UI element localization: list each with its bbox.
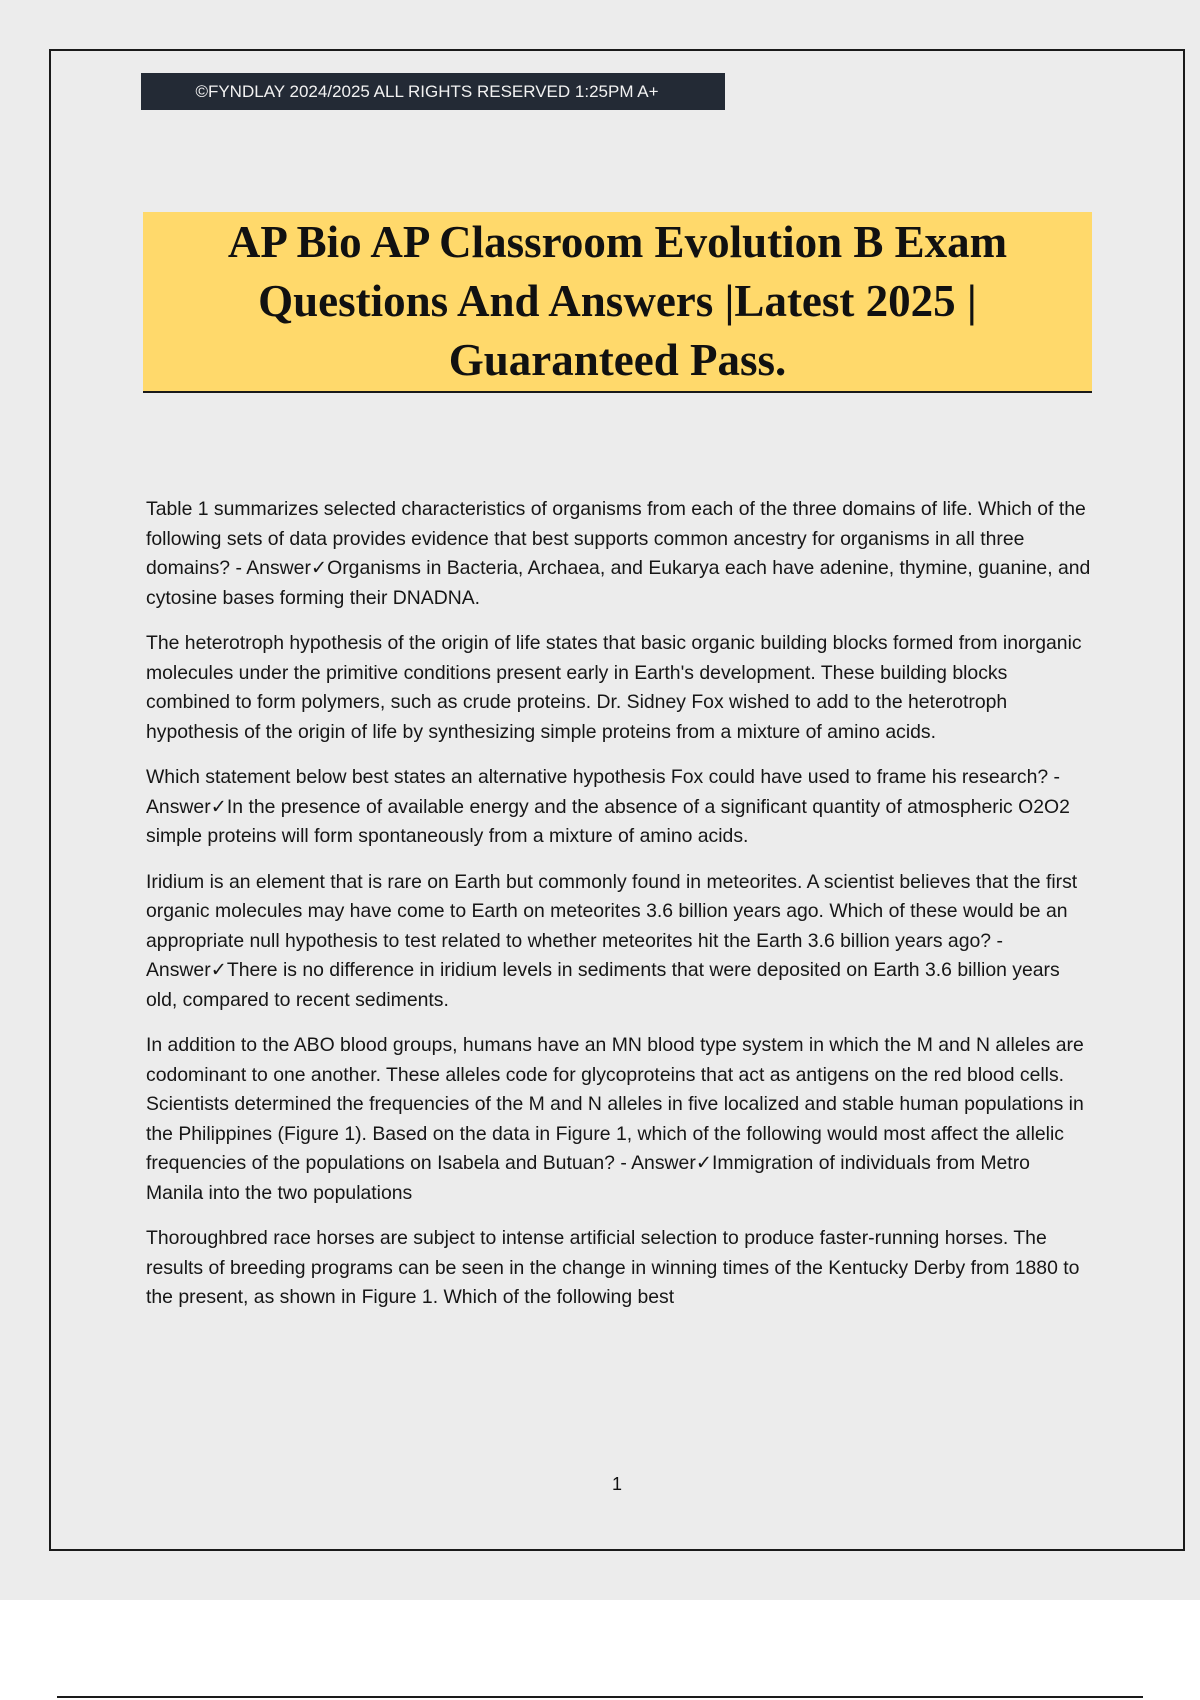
title-banner — [143, 212, 1092, 393]
paragraph: Which statement below best states an alternative hypothesis Fox could have used to frame his research? - Answer✓In the presence of available energy and the absence of a significant quantity of atmospheric O2O2 simple proteins will form spontaneously from a mixture of amino acids. — [146, 766, 1070, 847]
paragraph: In addition to the ABO blood groups, humans have an MN blood type system in which the M and N alleles are codominant to one another. These alleles code for glycoproteins that act as antigens on the red blood cells. Scientists determined the frequencies of the M and N alleles in five localized and stable human populations in the Philippines (Figure 1). Based on the data in Figure 1, which of the following would most affect the allelic frequencies of the populations on Isabela and Butuan? - Answer✓Immigration of individuals from Metro Manila into the two populations — [146, 1034, 1084, 1204]
document-title: AP Bio AP Classroom Evolution B Exam Questions And Answers |Latest 2025 | Guaranteed Pass. — [227, 217, 1008, 385]
document-body — [146, 495, 1091, 1329]
copyright-banner — [141, 73, 725, 110]
copyright-text: ©FYNDLAY 2024/2025 ALL RIGHTS RESERVED 1:25PM A+ — [195, 82, 659, 101]
paragraph: Thoroughbred race horses are subject to intense artificial selection to produce faster-running horses. The results of breeding programs can be seen in the change in winning times of the Kentucky Derby from 1880 to the present, as shown in Figure 1. Which of the following best — [146, 1227, 1080, 1308]
paragraph: Table 1 summarizes selected characteristics of organisms from each of the three domains of life. Which of the following sets of data provides evidence that best supports common ancestry for organisms in all three domains? - Answer✓Organisms in Bacteria, Archaea, and Eukarya each have adenine, thymine, guanine, and cytosine bases forming their DNADNA. — [146, 498, 1091, 609]
page-number: 1 — [611, 1474, 622, 1494]
paragraph: Iridium is an element that is rare on Earth but commonly found in meteorites. A scientist believes that the first organic molecules may have come to Earth on meteorites 3.6 billion years ago. Which of these would be an appropriate null hypothesis to test related to whether meteorites hit the Earth 3.6 billion years ago? - Answer✓There is no difference in iridium levels in sediments that were deposited on Earth 3.6 billion years old, compared to recent sediments. — [146, 870, 1078, 1011]
paragraph: The heterotroph hypothesis of the origin of life states that basic organic building blocks formed from inorganic molecules under the primitive conditions present early in Earth's development. These building blocks combined to form polymers, such as crude proteins. Dr. Sidney Fox wished to add to the heterotroph hypothesis of the origin of life by synthesizing simple proteins from a mixture of amino acids. — [146, 632, 1082, 743]
bottom-divider — [57, 1696, 1143, 1698]
